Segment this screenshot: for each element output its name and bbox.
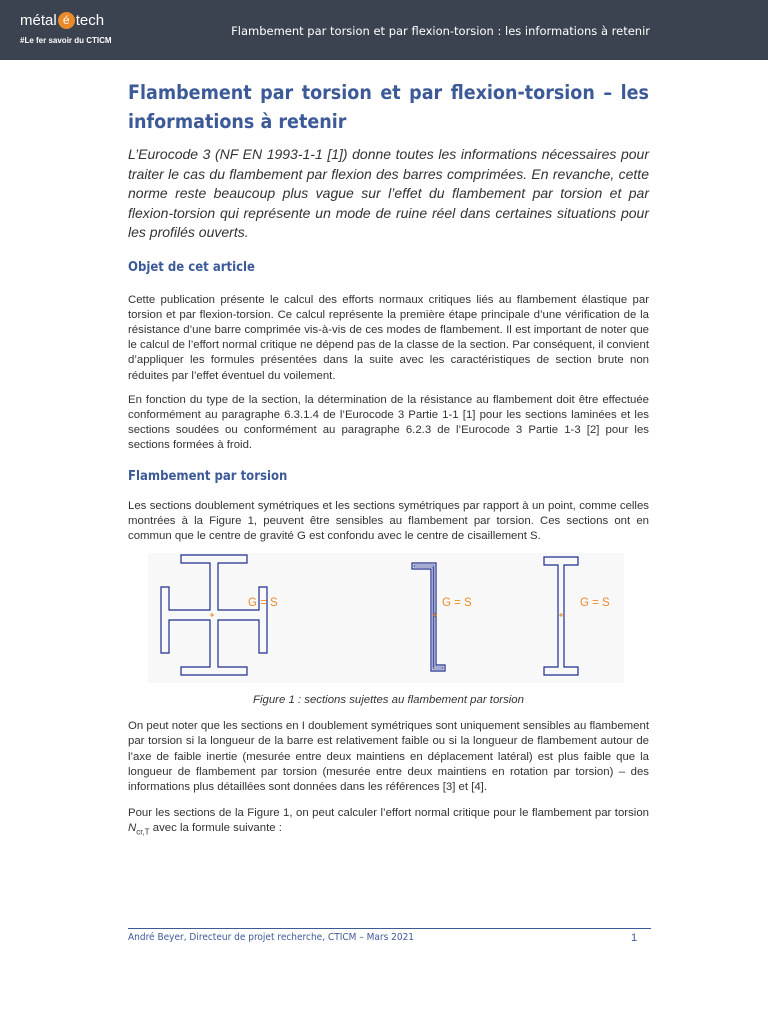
figure-1-sections-drawing xyxy=(148,553,624,683)
paragraph-torsion-3-text: Pour les sections de la Figure 1, on peut calculer l’effort normal critique pour le flambement par torsion xyxy=(128,807,649,820)
paragraph-torsion-3-end: avec la formule suivante : xyxy=(149,822,282,835)
section-heading-torsion: Flambement par torsion xyxy=(128,468,288,484)
figure-label-i-section: G = S xyxy=(580,597,610,610)
paragraph-objet-1: Cette publication présente le calcul des efforts normaux critiques liés au flambement élastique par torsion et par flexion-torsion. Ce calcul représente la première étape principale d’une vérification de la résistance d’une barre comprimée vis-à-vis de ces modes de flambement. Il est important de noter que le calcul de l’effort normal critique ne dépend pas de la classe de la section. Par conséquent, il convient d’appliquer les formules présentées dans la suite avec les caractéristiques de section brute non réduites par l’effet éventuel du voilement. xyxy=(128,293,649,382)
paragraph-torsion-2: On peut noter que les sections en I doublement symétriques sont uniquement sensibles au flambement par torsion si la longueur de la barre est relativement faible ou si la longueur de flambement autour de l’axe de faible inertie (mesurée entre deux maintiens en déplacement latéral) est plus faible que la longueur de flambement par torsion (mesurée entre deux maintiens en rotation par torsion) – des informations plus détaillées sont données dans les références [3] et [4]. xyxy=(128,720,649,793)
footer-author: André Beyer, Directeur de projet recherche, CTICM – Mars 2021 xyxy=(128,932,415,943)
article-title: Flambement par torsion et par flexion-torsion – les informations à retenir xyxy=(128,81,649,133)
figure-1-caption: Figure 1 : sections sujettes au flambement par torsion xyxy=(253,694,524,707)
footer-divider xyxy=(128,928,651,929)
logo-bubble-icon: é xyxy=(58,12,75,29)
running-header-title: Flambement par torsion et par flexion-torsion : les informations à retenir xyxy=(231,24,650,38)
page-number: 1 xyxy=(631,932,638,944)
logo-word-metal: métal xyxy=(20,12,57,29)
logo-wordmark xyxy=(20,12,104,30)
logo-tagline: #Le fer savoir du CTICM xyxy=(20,36,112,45)
ncr-symbol: N xyxy=(128,822,137,835)
page-header xyxy=(0,0,768,60)
paragraph-torsion-3 xyxy=(128,806,649,840)
paragraph-torsion-1: Les sections doublement symétriques et les sections symétriques par rapport à un point, comme celles montrées à la Figure 1, peuvent être sensibles au flambement par torsion. Ces sections ont en commun que le centre de gravité G est confondu avec le centre de cisaillement S. xyxy=(128,499,649,542)
ncr-subscript: cr,T xyxy=(136,827,150,837)
intro-paragraph: L’Eurocode 3 (NF EN 1993-1-1 [1]) donne toutes les informations nécessaires pour traiter le cas du flambement par flexion des barres comprimées. En revanche, cette norme reste beaucoup plus vague sur l’effet du flambement par torsion et par flexion-torsion qui représente un mode de ruine réel dans certaines situations pour les profilés ouverts. xyxy=(128,146,649,240)
z-section-inner xyxy=(414,565,443,669)
centroid-marker-1 xyxy=(210,613,214,617)
centroid-marker-3 xyxy=(559,613,563,617)
logo-word-tech: tech xyxy=(75,12,105,29)
article-body xyxy=(128,78,649,840)
figure-1 xyxy=(148,553,624,683)
section-heading-objet: Objet de cet article xyxy=(128,259,255,275)
paragraph-objet-2: En fonction du type de la section, la détermination de la résistance au flambement doit être effectuée conformément au paragraphe 6.3.1.4 de l’Eurocode 3 Partie 1-1 [1] pour les sections laminées et les sections soudées ou conformément au paragraphe 6.2.3 de l’Eurocode 3 Partie 1-3 [2] pour les sections formées à froid. xyxy=(128,393,649,452)
metaltech-logo[interactable] xyxy=(20,10,120,50)
z-section-outline xyxy=(412,563,445,671)
figure-label-z-section: G = S xyxy=(442,597,472,610)
figure-label-cruciform: G = S xyxy=(248,597,278,610)
